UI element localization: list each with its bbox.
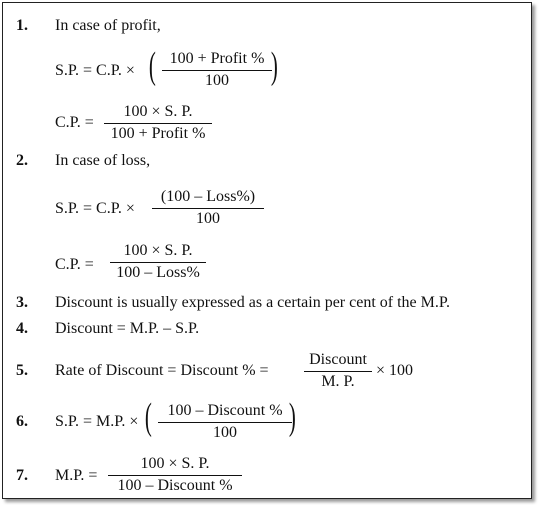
item-6-number: 6. <box>16 413 28 430</box>
item-5-lhs: Rate of Discount = Discount % = <box>55 362 269 379</box>
item-4-number: 4. <box>16 320 28 337</box>
fraction-bar <box>152 208 264 209</box>
fraction-bar <box>110 262 206 263</box>
item-6-numerator: 100 – Discount % <box>167 402 283 419</box>
right-paren: ) <box>270 45 278 87</box>
fraction-bar <box>104 123 212 124</box>
item-2-heading: In case of loss, <box>55 152 151 169</box>
item-1-cp-numerator: 100 × S. P. <box>123 103 193 120</box>
item-7-denominator: 100 – Discount % <box>117 477 233 494</box>
item-1-sp-numerator: 100 + Profit % <box>169 50 265 67</box>
item-5-denominator: M. P. <box>321 373 355 390</box>
fraction-bar <box>162 70 272 71</box>
left-paren: ( <box>144 396 152 438</box>
item-6-lhs: S.P. = M.P. × <box>55 413 139 430</box>
fraction-bar <box>158 422 292 423</box>
right-paren: ) <box>288 396 296 438</box>
item-2-sp-denominator: 100 <box>196 210 220 227</box>
fraction-bar <box>304 371 372 372</box>
item-1-cp-fraction <box>104 103 212 143</box>
left-paren: ( <box>148 45 156 87</box>
fraction-bar <box>108 475 242 476</box>
item-3-text: Discount is usually expressed as a certain per cent of the M.P. <box>55 294 451 311</box>
item-1-sp-lhs: S.P. = C.P. × <box>55 62 135 79</box>
item-3-number: 3. <box>16 294 28 311</box>
item-5-numerator: Discount <box>309 351 367 368</box>
item-7-fraction <box>108 455 242 495</box>
item-2-cp-denominator: 100 – Loss% <box>116 264 200 281</box>
item-2-number: 2. <box>16 152 28 169</box>
item-5-number: 5. <box>16 362 28 379</box>
item-5-rhs: × 100 <box>376 362 414 379</box>
item-2-cp-numerator: 100 × S. P. <box>123 242 193 259</box>
item-6-denominator: 100 <box>213 424 237 441</box>
item-1-sp-denominator: 100 <box>205 72 229 89</box>
item-4-text: Discount = M.P. – S.P. <box>55 320 200 337</box>
item-1-cp-lhs: C.P. = <box>55 114 94 131</box>
item-2-sp-fraction <box>152 188 264 228</box>
item-1-sp-fraction <box>162 50 272 90</box>
item-2-sp-lhs: S.P. = C.P. × <box>55 200 135 217</box>
item-1-heading: In case of profit, <box>55 17 161 34</box>
item-5-fraction <box>304 351 372 391</box>
item-2-cp-lhs: C.P. = <box>55 256 94 273</box>
item-7-number: 7. <box>16 467 28 484</box>
item-2-cp-fraction <box>110 242 206 282</box>
item-1-cp-denominator: 100 + Profit % <box>110 125 206 142</box>
item-1-number: 1. <box>16 17 28 34</box>
item-6-fraction <box>158 402 292 442</box>
item-2-sp-numerator: (100 – Loss%) <box>160 188 256 205</box>
item-7-numerator: 100 × S. P. <box>140 455 210 472</box>
item-7-lhs: M.P. = <box>55 467 98 484</box>
